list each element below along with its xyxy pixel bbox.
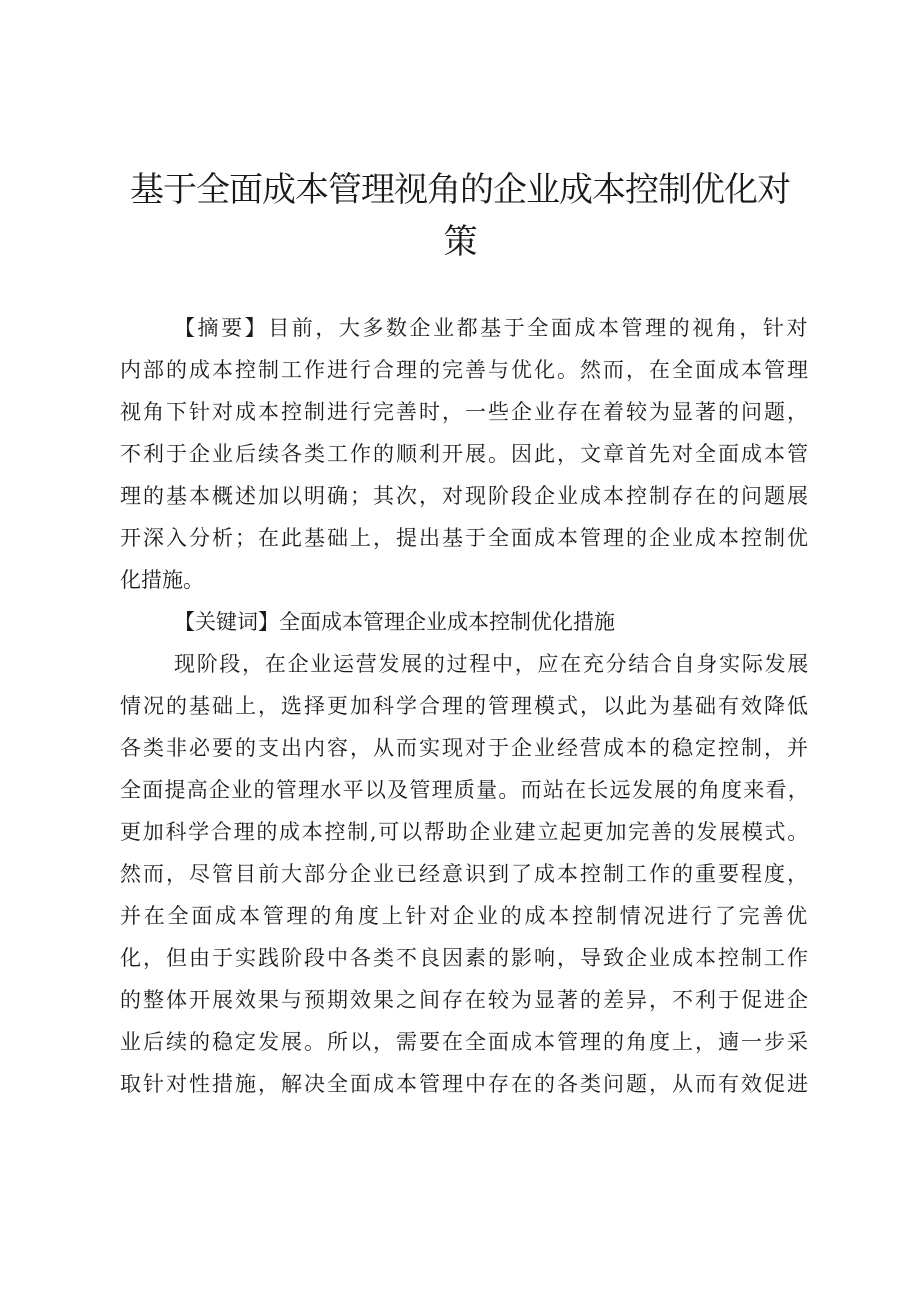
abstract-line: 化措施。: [120, 568, 204, 592]
intro-paragraph: [120, 643, 810, 1105]
abstract-line: 内部的成本控制工作进行合理的完善与优化。然而，在全面成本管理: [120, 358, 810, 382]
abstract-line: 视角下针对成本控制进行完善时，一些企业存在着较为显著的问题，: [120, 400, 810, 424]
abstract-line: 【摘要】目前，大多数企业都基于全面成本管理的视角，针对: [174, 316, 810, 340]
intro-line: 然而，尽管目前大部分企业已经意识到了成本控制工作的重要程度，: [120, 862, 810, 886]
intro-line: 情况的基础上，选择更加科学合理的管理模式，以此为基础有效降低: [120, 694, 810, 718]
document-body: [120, 307, 810, 1105]
abstract-line: 理的基本概述加以明确；其次，对现阶段企业成本控制存在的问题展: [120, 484, 810, 508]
abstract-paragraph: [120, 307, 810, 601]
document-title-line-1: 基于全面成本管理视角的企业成本控制优化对: [130, 170, 790, 210]
abstract-line: 开深入分析；在此基础上，提出基于全面成本管理的企业成本控制优: [120, 526, 810, 550]
intro-line: 现阶段，在企业运营发展的过程中，应在充分结合自身实际发展: [174, 652, 810, 676]
intro-line: 的整体开展效果与预期效果之间存在较为显著的差异，不利于促进企: [120, 988, 810, 1012]
document-title-line-2: 策: [443, 222, 477, 262]
intro-line: 并在全面成本管理的角度上针对企业的成本控制情况进行了完善优: [120, 904, 810, 928]
intro-line: 各类非必要的支出内容，从而实现对于企业经营成本的稳定控制，并: [120, 736, 810, 760]
intro-line: 业后续的稳定发展。所以，需要在全面成本管理的角度上，遖一步采: [120, 1030, 810, 1054]
intro-line: 更加科学合理的成本控制,可以帮助企业建立起更加完善的发展模式。: [120, 820, 810, 844]
intro-line: 化，但由于实践阶段中各类不良因素的影响，导致企业成本控制工作: [120, 946, 810, 970]
intro-line: 取针对性措施，解决全面成本管理中存在的各类问题，从而有效促进: [120, 1072, 810, 1096]
intro-line: 全面提高企业的管理水平以及管理质量。而站在长远发展的角度来看，: [120, 778, 810, 802]
keywords-line: 【关键词】全面成本管理企业成本控制优化措施: [174, 610, 615, 634]
abstract-line: 不利于企业后续各类工作的顺利开展。因此，文章首先对全面成本管: [120, 442, 810, 466]
